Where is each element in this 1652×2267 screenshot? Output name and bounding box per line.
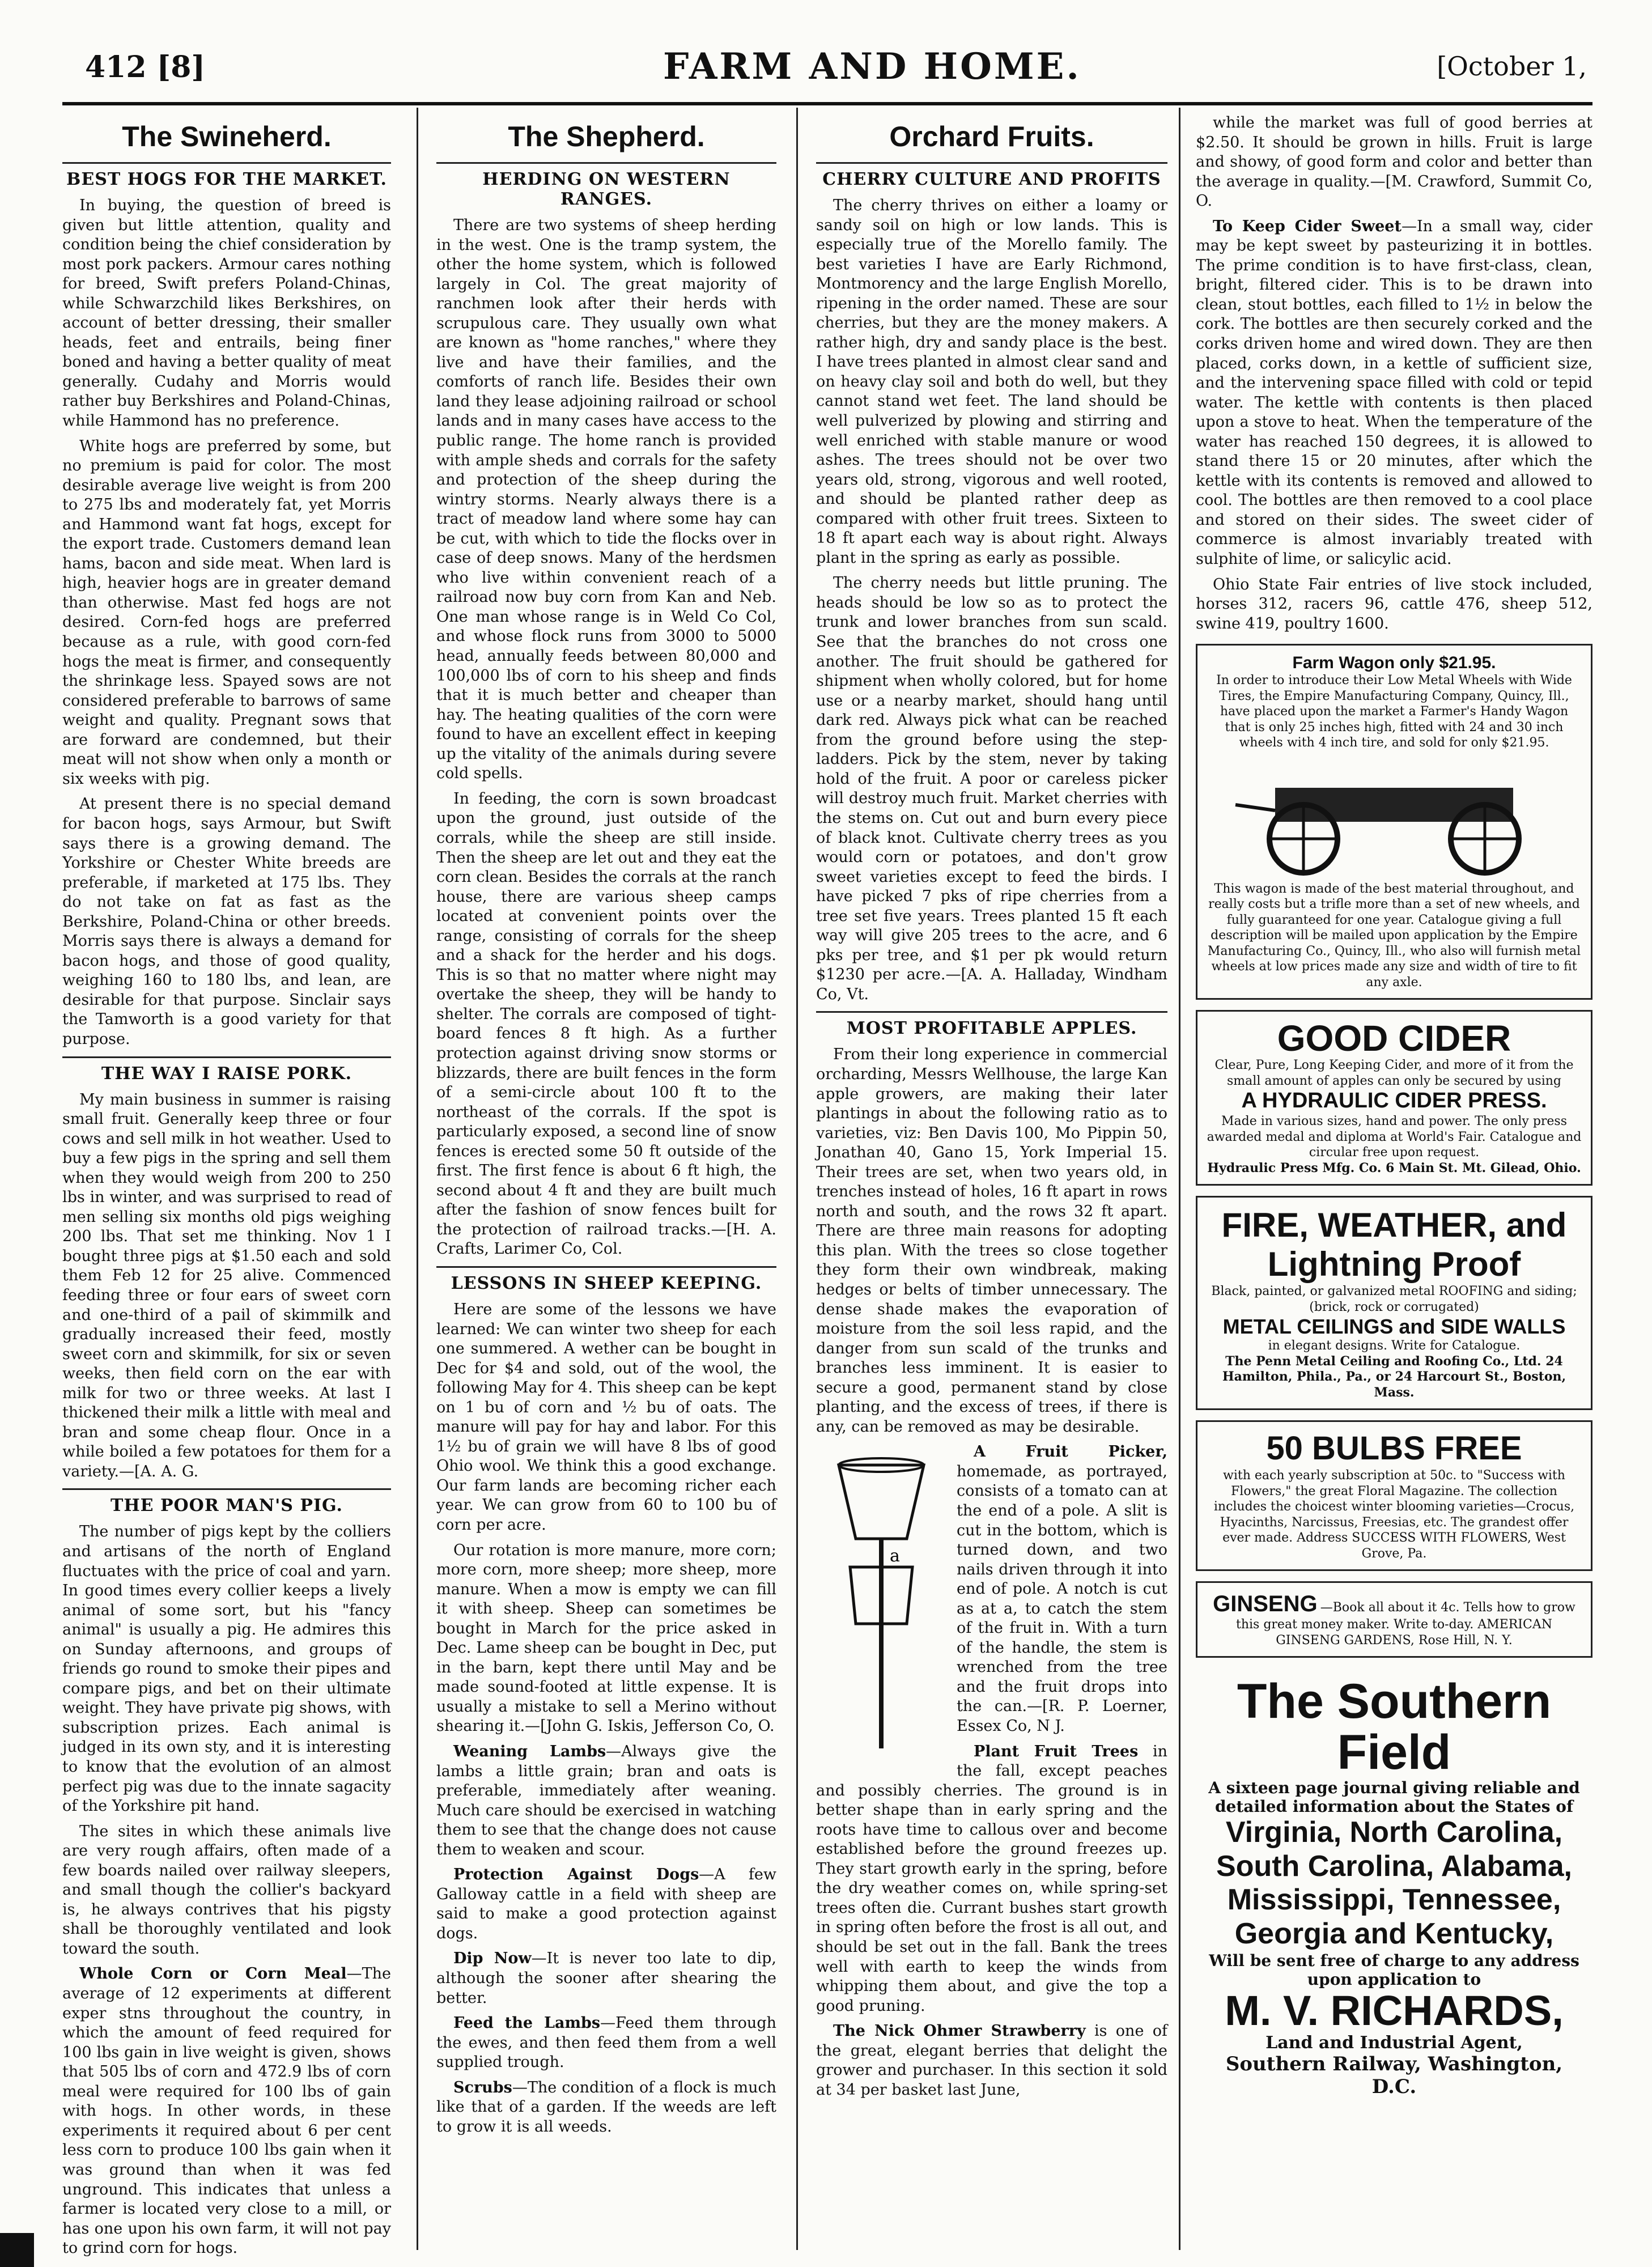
paragraph-lead: Whole Corn or Corn Meal [79, 1965, 347, 1983]
ad-text: Black, painted, or galvanized metal ROOFING and siding; (brick, rock or corrugated) [1211, 1284, 1577, 1314]
paragraph [816, 1442, 1167, 1736]
page-corner-mark [0, 2233, 34, 2267]
ad-text: In order to introduce their Low Metal Wheels with Wide Tires, the Empire Manufacturing Company, Quincy, Ill., have placed upon the market a Farmer's Handy Wagon that is only 25 inches high, fitted with 24 and 30 inch wheels with 4 inch tire, and sold for only $21.95. [1216, 673, 1572, 750]
paragraph-lead: A Fruit Picker, [974, 1443, 1167, 1461]
paragraph [816, 2022, 1167, 2100]
ad-title: Farm Wagon only $21.95. [1292, 653, 1496, 673]
ad-subtitle: METAL CEILINGS and SIDE WALLS [1222, 1315, 1566, 1339]
paragraph: White hogs are preferred by some, but no premium is paid for color. The most desirable average live weight is from 200 to 275 lbs and moderately fat, yet Morris and Hammond want fat hogs, except for the export trade. Customers demand lean hams, bacon and side meat. When lard is high, heavier hogs are in greater demand than otherwise. Mast fed hogs are not desired. Corn-fed hogs are preferred because as a rule, with good corn-fed hogs the meat is firmer, and consequently the shrinkage less. Spayed sows are not considered preferable to barrows of same weight and quality. Pregnant sows that are forward are condemned, but their meat will not show when only a month or six weeks with pig. [62, 437, 391, 788]
wagon-illustration [1205, 751, 1583, 881]
ad-text: A sixteen page journal giving reliable and detailed information about the States of [1208, 1778, 1580, 1816]
agent-title: Land and Industrial Agent, [1265, 2032, 1523, 2053]
state-line: Mississippi, Tennessee, [1227, 1883, 1561, 1917]
paragraph-lead: Feed the Lambs [453, 2014, 601, 2032]
department-title: The Swineherd. [122, 121, 332, 152]
department-title: The Shepherd. [508, 121, 705, 152]
ad-title: GINSENG [1213, 1591, 1318, 1617]
ad-text: —Book all about it 4c. Tells how to grow this great money maker. Write to-day. AMERICAN GINSENG GARDENS, Rose Hill, N. Y. [1236, 1601, 1575, 1648]
figure-label: a [890, 1546, 900, 1566]
ad-title: FIRE, WEATHER, and Lightning Proof [1221, 1206, 1567, 1284]
department-title: Orchard Fruits. [889, 121, 1094, 152]
ad-title: GOOD CIDER [1277, 1018, 1511, 1059]
paragraph [436, 2014, 776, 2073]
bulbs-advertisement [1196, 1420, 1592, 1571]
southern-field-advertisement [1196, 1668, 1592, 2105]
ad-text: in elegant designs. Write for Catalogue. [1268, 1339, 1521, 1353]
paragraph: The sites in which these animals live are very rough affairs, often made of a few boards nailed over railway sleepers, and small though the collier's backyard is, he always contrives that his pigsty shall be thoroughly ventilated and look toward the south. [62, 1822, 391, 1958]
agent-address: Southern Railway, Washington, D.C. [1225, 2052, 1563, 2098]
article-heading: THE POOR MAN'S PIG. [62, 1488, 391, 1515]
paragraph [436, 1949, 776, 2008]
article-heading: LESSONS IN SHEEP KEEPING. [436, 1266, 776, 1293]
paragraph: Here are some of the lessons we have learned: We can winter two sheep for each one summered. A wether can be bought in Dec for $4 and sold, out of the wool, the following May for 4. This sheep can be kept on 1 bu of corn and ½ bu of oats. The manure will pay for hay and labor. For this 1½ bu of grain we will have 8 lbs of good Ohio wool. We think this a good exchange. Our farm lands are becoming richer each year. We can grow from 60 to 100 bu of corn per acre. [436, 1300, 776, 1534]
article-heading: THE WAY I RAISE PORK. [62, 1056, 391, 1084]
paragraph: Ohio State Fair entries of live stock included, horses 312, racers 96, cattle 476, sheep 512, swine 419, poultry 1600. [1196, 575, 1592, 632]
paragraph-lead: The Nick Ohmer Strawberry [833, 2022, 1086, 2040]
paragraph-text: —A few Galloway cattle in a field with sheep are said to make a good protection against dogs. [436, 1866, 776, 1942]
paragraph-text: —The condition of a flock is much like that of a garden. If the weeds are left to grow it is all weeds. [436, 2078, 776, 2136]
page-number: 412 [8] [85, 50, 206, 84]
column-divider [796, 108, 798, 2250]
paragraph-lead: Plant Fruit Trees [974, 1742, 1139, 1760]
column-divider [417, 108, 418, 2250]
paragraph-text: is one of the great, elegant berries that delight the grower and purchaser. In this section it sold at 34 per basket last June, [816, 2022, 1167, 2099]
column-shepherd [436, 113, 776, 2244]
state-line: Virginia, North Carolina, [1225, 1815, 1563, 1849]
paragraph: Our rotation is more manure, more corn; more corn, more sheep; more sheep, more manure. When a mow is empty we can fill it with sheep. Sheep can sometimes be bought in March for the price asked in Dec. Lame sheep can be bought in Dec, put in the barn, kept there until May and be made sound-footed at little expense. It is usually a mistake to sell a Merino without shearing it.—[John G. Iskis, Jefferson Co, O. [436, 1541, 776, 1735]
paragraph: My main business in summer is raising small fruit. Generally keep three or four cows and sell milk in hot weather. Used to buy a few pigs in the spring and sell them when they would weigh from 200 to 250 lbs in winter, and was surprised to read of men selling six months old pigs weighing 200 lbs. That set me thinking. Nov 1 I bought three pigs at $1.50 each and sold them Feb 12 for 25 alive. Commenced feeding three or four ears of sweet corn and one-third of a pail of skimmilk and gradually increased their feed, mostly sweet corn and skimmilk, for six or seven weeks, then field corn on the ear with milk for two or three weeks. At last I thickened their milk a little with meal and bran and some cheap flour. Once in a while boiled a few potatoes for them for a variety.—[A. A. G. [62, 1090, 391, 1480]
article-heading: BEST HOGS FOR THE MARKET. [62, 162, 391, 189]
ad-subtitle: A HYDRAULIC CIDER PRESS. [1241, 1089, 1547, 1113]
paragraph-text: —Feed them through the ewes, and then feed them from a well supplied trough. [436, 2014, 776, 2071]
ad-title: The Southern Field [1237, 1674, 1552, 1780]
article-heading: CHERRY CULTURE AND PROFITS [816, 162, 1167, 189]
paragraph [436, 1742, 776, 1860]
paragraph-text: in the fall, except peaches and possibly cherries. The ground is in better shape than in early spring and the roots have time to callous over and become established before the ground freezes up. They start growth early in the spring, before the dry weather comes on, while spring-set trees often die. Currant bushes start growth in spring often before the frost is all out, and should be set out in the fall. Bank the trees well with earth to keep the winds from whipping them about, and give the top a good pruning. [816, 1742, 1167, 2015]
paragraph [436, 2078, 776, 2137]
paragraph-text: —In a small way, cider may be kept sweet by pasteurizing it in bottles. The prime condition is to have first-class, clean, bright, filtered cider. This is to be drawn into clean, stout bottles, each filled to 1½ in below the cork. The bottles are then securely corked and the corks driven home and wired down. They are then placed, corks down, in a kettle of sufficient size, and the intervening space filled with cold or tepid water. The kettle with contents is then placed upon a stove to heat. When the temperature of the water has reached 150 degrees, it is allowed to stand there 15 or 20 minutes, after which the kettle with its contents is removed and allowed to cool. The bottles are then removed to a cool place and stored on their sides. The sweet cider of commerce is almost invariably treated with sulphite of lime, or salicylic acid. [1196, 217, 1592, 568]
paragraph: From their long experience in commercial orcharding, Messrs Wellhouse, the large Kan apple growers, are making their later plantings in about the following ratio as to varieties, viz: Ben Davis 100, Mo Pippin 50, Jonathan 40, Gano 15, York Imperial 15. Their trees are set, when two years old, in trenches instead of holes, 16 ft apart in rows north and south, and the rows 32 ft apart. There are three main reasons for adopting this plan. With the trees so close together they form their own windbreak, making hedges or belts of timber unnecessary. The dense shade makes the evaporation of moisture from the soil less rapid, and the danger from sun scald of the trunks and branches less imminent. It is easier to secure a good, permanent stand by close planting, and the excess of trees, if there is any, can be removed as may be desirable. [816, 1046, 1167, 1436]
column-divider [1179, 108, 1180, 2250]
paragraph: The number of pigs kept by the colliers and artisans of the north of England fluctuates with the price of coal and yarn. In good times every collier keeps a lively animal of some sort, but his "fancy animal" is usually a pig. He admires this on Sunday afternoons, and groups of friends go round to smoke their pipes and compare pigs, and bet on their ultimate weight. They have private pig shows, with subscription prizes. Each animal is judged in its own sty, and it is interesting to know that the evolution of an almost perfect pig was due to the innate sagacity of the Yorkshire pit hand. [62, 1523, 391, 1815]
paragraph-text: —It is never too late to dip, although the sooner after shearing the better. [436, 1950, 776, 2007]
state-line: Georgia and Kentucky, [1234, 1917, 1554, 1951]
ad-address: The Penn Metal Ceiling and Roofing Co., Ltd. 24 Hamilton, Phila., Pa., or 24 Harcourt St., Boston, Mass. [1222, 1353, 1566, 1400]
paragraph-lead: Protection Against Dogs [453, 1866, 699, 1884]
paragraph [436, 1865, 776, 1943]
column-swineherd [62, 113, 391, 2257]
paragraph: In feeding, the corn is sown broadcast upon the ground, just outside of the corrals, while the sheep are still inside. Then the sheep are let out and they eat the corn clean. Besides the corrals at the ranch house, there are various sheep camps located at convenient points over the range, consisting of corrals for the sheep and a shack for the herder and his dogs. This is so that no matter where night may overtake the sheep, they will be handy to shelter. The corrals are composed of tight-board fences 8 ft high. As a further protection against driving snow storms or blizzards, there are built fences in the form of a semi-circle about 100 ft to the northeast of the corrals. If the spot is particularly exposed, a second line of snow fences is erected some 50 ft outside of the first. The first fence is about 6 ft high, the second about 4 ft and they are built much after the fashion of snow fences built for the protection of railroad tracks.—[H. A. Crafts, Larimer Co, Col. [436, 789, 776, 1258]
ad-text: Will be sent free of charge to any address upon application to [1209, 1951, 1579, 1989]
article-heading: HERDING ON WESTERN RANGES. [436, 162, 776, 209]
column-ads [1196, 113, 1592, 2244]
ad-text: Made in various sizes, hand and power. The only press awarded medal and diploma at World's Fair. Catalogue and circular free upon request. [1207, 1114, 1582, 1160]
paragraph [1196, 217, 1592, 570]
paragraph: There are two systems of sheep herding in the west. One is the tramp system, the other the home system, which is followed largely in Col. The great majority of ranchmen look after their herds with scrupulous care. They usually own what are known as "home ranches," where they live and have their families, and the comforts of ranch life. Besides their own land they lease adjoining railroad or school lands and in many cases have access to the public range. The home ranch is provided with ample sheds and corrals for the safety and protection of the sheep during the wintry storms. Nearly always there is a tract of meadow land where some hay can be cut, with which to tide the flocks over in case of deep snows. Many of the herdsmen who live within convenient reach of a railroad now buy corn from Kan and Neb. One man whose range is in Weld Co Col, and whose flock runs from 3000 to 5000 head, annually feeds between 80,000 and 100,000 lbs of corn to his sheep and finds that it is much better and cheaper than hay. The heating qualities of the corn were found to have an excellent effect in keeping up the vitality of the animals during severe cold spells. [436, 216, 776, 783]
ad-address: Hydraulic Press Mfg. Co. 6 Main St. Mt. Gilead, Ohio. [1207, 1160, 1581, 1175]
paragraph [816, 1742, 1167, 2016]
paragraph: In buying, the question of breed is given but little attention, quality and condition being the chief consideration by most pork packers. Armour cares nothing for breed, Swift prefers Poland-Chinas, while Schwarzchild likes Berkshires, on account of better dressing, their smaller heads, feet and entrails, being finer boned and having a better quality of meat generally. Cudahy and Morris would rather buy Berkshires and Poland-Chinas, while Hammond has no preference. [62, 197, 391, 430]
paragraph: The cherry thrives on either a loamy or sandy soil on high or low lands. This is especially true of the Morello family. The best varieties I have are Early Richmond, Montmorency and the large English Morello, ripening in the order named. These are sour cherries, but they are the money makers. A rather high, dry and sandy place is the best. I have trees planted in almost clear sand and on heavy clay soil and both do well, but they cannot stand wet feet. The land should be well pulverized by plowing and stirring and well enriched with stable manure or wood ashes. The trees should not be over two years old, strong, vigorous and well rooted, and should be planted rather deep as compared with other fruit trees. Sixteen to 18 ft apart each way is about right. Always plant in the spring as early as possible. [816, 197, 1167, 567]
wagon-icon [1224, 754, 1564, 878]
fruit-picker-illustration [816, 1442, 946, 1760]
paragraph [62, 1964, 391, 2258]
paragraph-lead: Weaning Lambs [453, 1743, 606, 1761]
ginseng-advertisement [1196, 1581, 1592, 1658]
paragraph: At present there is no special demand for bacon hogs, says Armour, but Swift says there is a growing demand. The Yorkshire or Chester White breeds are preferable, if marketed at 175 lbs. They do not take on fat as fast as the Berkshire, Poland-China or other breeds. Morris says there is always a demand for bacon hogs, and those of good quality, weighing 160 to 180 lbs, and lean, are desirable for that purpose. Sinclair says the Tamworth is a good variety for that purpose. [62, 795, 391, 1048]
ad-text: This wagon is made of the best material throughout, and really costs but a trifle more than a set of new wheels, and fully guaranteed for one year. Catalogue giving a full description will be mailed upon application by the Empire Manufacturing Co., Quincy, Ill., who also will furnish metal wheels at low prices made any size and width of tire to fit any axle. [1207, 881, 1581, 990]
paragraph: The cherry needs but little pruning. The heads should be low so as to protect the trunk and lower branches from sun scald. See that the branches do not cross one another. The fruit should be gathered for shipment when wholly colored, but for home use or a nearby market, should hang until dark red. Always pick what can be reached from the ground before using the step-ladders. Pick by the stem, never by taking hold of the fruit. A poor or careless picker will destroy much fruit. Market cherries with the stems on. Cut out and burn every piece of black knot. Cultivate cherry trees as you would corn or potatoes, and don't grow sweet varieties except to feed the birds. I have picked 7 pks of ripe cherries from a tree set five years. Trees planted 15 ft each way will give 205 trees to the acre, and 6 pks per tree, and $1 per pk would return $1230 per acre.—[A. A. Halladay, Windham Co, Vt. [816, 574, 1167, 1003]
paragraph-text: homemade, as portrayed, consists of a tomato can at the end of a pole. A slit is cut in the bottom, which is turned down, and two nails driven through it into end of pole. A notch is cut as at a, to catch the stem of the fruit in. With a turn of the handle, the stem is wrenched from the tree and the fruit drops into the can.—[R. P. Loerner, Essex Co, N J. [957, 1462, 1167, 1735]
cider-press-advertisement [1196, 1010, 1592, 1186]
paragraph-text: —Always give the lambs a little grain; bran and oats is preferable, immediately after weaning. Much care should be exercised in watching them to see that the change does not cause them to weaken and scour. [436, 1743, 776, 1858]
paragraph-lead: Dip Now [453, 1950, 532, 1968]
ad-text: with each yearly subscription at 50c. to "Success with Flowers," the great Floral Magazine. The collection includes the choicest winter blooming varieties—Crocus, Hyacinths, Narcissus, Freesias, etc. The grandest offer ever made. Address SUCCESS WITH FLOWERS, West Grove, Pa. [1213, 1468, 1575, 1561]
paragraph-lead: To Keep Cider Sweet [1213, 217, 1402, 235]
newspaper-title: FARM AND HOME. [663, 45, 1081, 88]
agent-name: M. V. RICHARDS, [1225, 1986, 1564, 2034]
article-heading: MOST PROFITABLE APPLES. [816, 1011, 1167, 1038]
masthead [62, 45, 1592, 96]
wagon-advertisement [1196, 644, 1592, 1000]
paragraph-lead: Scrubs [453, 2078, 512, 2096]
ad-text: Clear, Pure, Long Keeping Cider, and more of it from the small amount of apples can only be secured by using [1214, 1058, 1574, 1088]
header-rule [62, 102, 1592, 105]
issue-date: [October 1, [1437, 51, 1587, 82]
paragraph: while the market was full of good berries at $2.50. It should be grown in hills. Fruit is large and showy, of good form and color and better than the average in quality.—[M. Crawford, Summit Co, O. [1196, 114, 1592, 210]
state-line: South Carolina, Alabama, [1216, 1849, 1572, 1883]
metal-roofing-advertisement [1196, 1196, 1592, 1410]
ad-title: 50 BULBS FREE [1266, 1430, 1522, 1467]
paragraph-text: —The average of 12 experiments at different exper stns throughout the country, in which the amount of feed required for 100 lbs gain in live weight is given, shows that 505 lbs of corn and 472.9 lbs of corn meal were required for 100 lbs of gain with hogs. In other words, in these experiments it required about 6 per cent less corn to produce 100 lbs gain when it was ground than when it was fed unground. This indicates that unless a farmer is located very close to a mill, or has one upon his own farm, it will not pay to grind corn for hogs. [62, 1965, 391, 2257]
column-orchard [816, 113, 1167, 2244]
